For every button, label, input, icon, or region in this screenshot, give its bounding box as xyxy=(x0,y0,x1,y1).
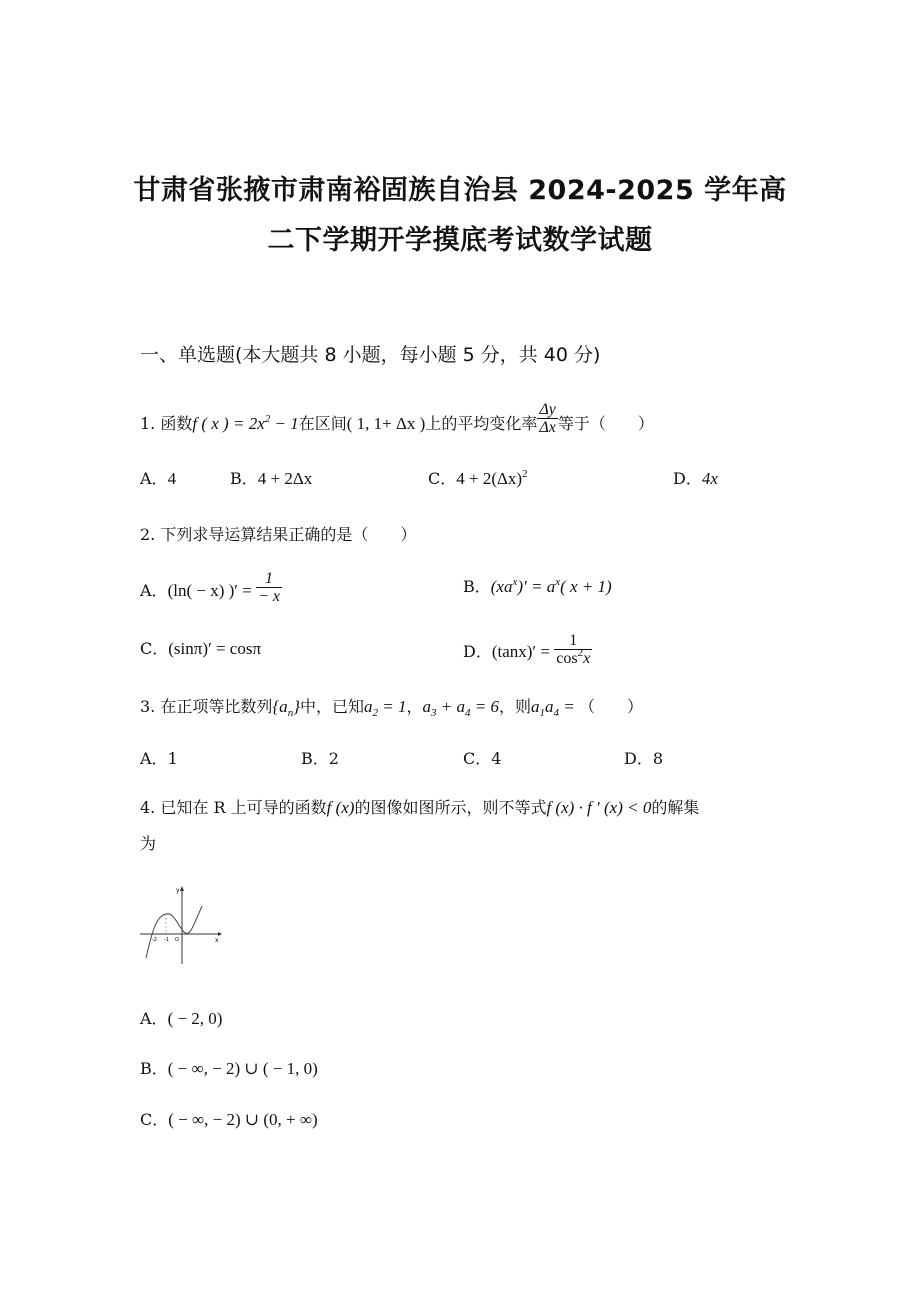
q3-option-d[interactable]: D．8 xyxy=(624,749,664,768)
q1-option-b[interactable]: B．4 + 2Δx xyxy=(230,469,313,488)
q2-text: 下列求导运算结果正确的是（ ） xyxy=(160,525,417,544)
title-line-1: 甘肃省张掖市肃南裕固族自治县 2024-2025 学年高 xyxy=(133,175,787,206)
section-heading: 一、单选题(本大题共 8 小题，每小题 5 分，共 40 分) xyxy=(140,344,601,366)
question-2 xyxy=(140,522,416,545)
graph-origin: O xyxy=(175,937,179,943)
q2-option-a[interactable]: A．(ln( − x) )′ = $\frac{1}{- x}$ xyxy=(140,570,280,605)
q4-number: 4. xyxy=(140,798,156,817)
graph-tick-minus-1: -1 xyxy=(164,937,169,943)
question-1 xyxy=(140,401,654,442)
question-3: 3. 在正项等比数列$\{a_n\}$中，已知$a_2 = 1$，$a_3 + a_4 = 6$，则$a_1a_4$ = （ ） xyxy=(140,697,643,719)
q1-text-2: 在区间 xyxy=(298,414,347,433)
q3-a2: $a_2 = 1$ xyxy=(364,697,407,719)
q1-fraction: $\frac{\Delta y}{\Delta x}$ xyxy=(539,401,556,436)
q3-sequence: $\{a_n\}$ xyxy=(272,697,300,719)
graph-y-label: y xyxy=(176,887,180,894)
q4-inequality: f (x) · f ′ (x) < 0 xyxy=(546,798,652,817)
q3-a3-a4: $a_3 + a_4 = 6$ xyxy=(422,697,499,719)
q4-option-a[interactable]: A．( − 2, 0) xyxy=(140,1009,223,1028)
q4-function-graph xyxy=(138,884,223,966)
graph-x-label: x xyxy=(215,937,219,944)
q3-option-a[interactable]: A．1 xyxy=(140,749,178,768)
q2-option-c[interactable]: C．(sinπ)′ = cosπ xyxy=(140,639,262,658)
q1-function: f ( x ) = $2x^2 - 1$ xyxy=(192,413,299,433)
q1-option-d[interactable]: D．4x xyxy=(673,469,718,488)
title-line-2: 二下学期开学摸底考试数学试题 xyxy=(267,225,653,256)
q1-interval: ( 1, 1+ Δx ) xyxy=(346,414,426,433)
q1-number: 1. xyxy=(140,414,156,433)
q3-option-c[interactable]: C．4 xyxy=(463,749,502,768)
q3-option-b[interactable]: B．2 xyxy=(301,749,339,768)
q1-text-1: 函数 xyxy=(160,414,193,433)
q2-option-d[interactable]: D．(tanx)′ = $\frac{1}{\cos^2x}$ xyxy=(463,632,591,667)
q1-option-c[interactable]: C．$4 + 2(\Delta x)^2$ xyxy=(428,468,528,488)
q3-product: $a_1a_4$ = xyxy=(531,697,579,719)
q1-text-3: 上的平均变化率 xyxy=(425,414,538,433)
q2-option-b[interactable]: B．$(xa^x)' = a^x$( x + 1) xyxy=(463,576,612,596)
q1-text-4: 等于（ ） xyxy=(557,414,654,433)
q4-option-b[interactable]: B．( − ∞, − 2) ∪ ( − 1, 0) xyxy=(140,1059,318,1078)
q4-text-cont: 为 xyxy=(140,834,157,853)
q2-number: 2. xyxy=(140,525,156,544)
q1-option-a[interactable]: A．4 xyxy=(140,469,177,488)
q4-option-c[interactable]: C．( − ∞, − 2) ∪ (0, + ∞) xyxy=(140,1110,318,1129)
q3-number: 3. xyxy=(140,697,156,716)
q4-function: f (x) xyxy=(326,798,355,817)
question-4: 4. 已知在 R 上可导的函数f (x)的图像如图所示，则不等式f (x) · f ′ (x) < 0的解集 xyxy=(140,798,700,817)
graph-tick-minus-2: -2 xyxy=(152,937,157,943)
